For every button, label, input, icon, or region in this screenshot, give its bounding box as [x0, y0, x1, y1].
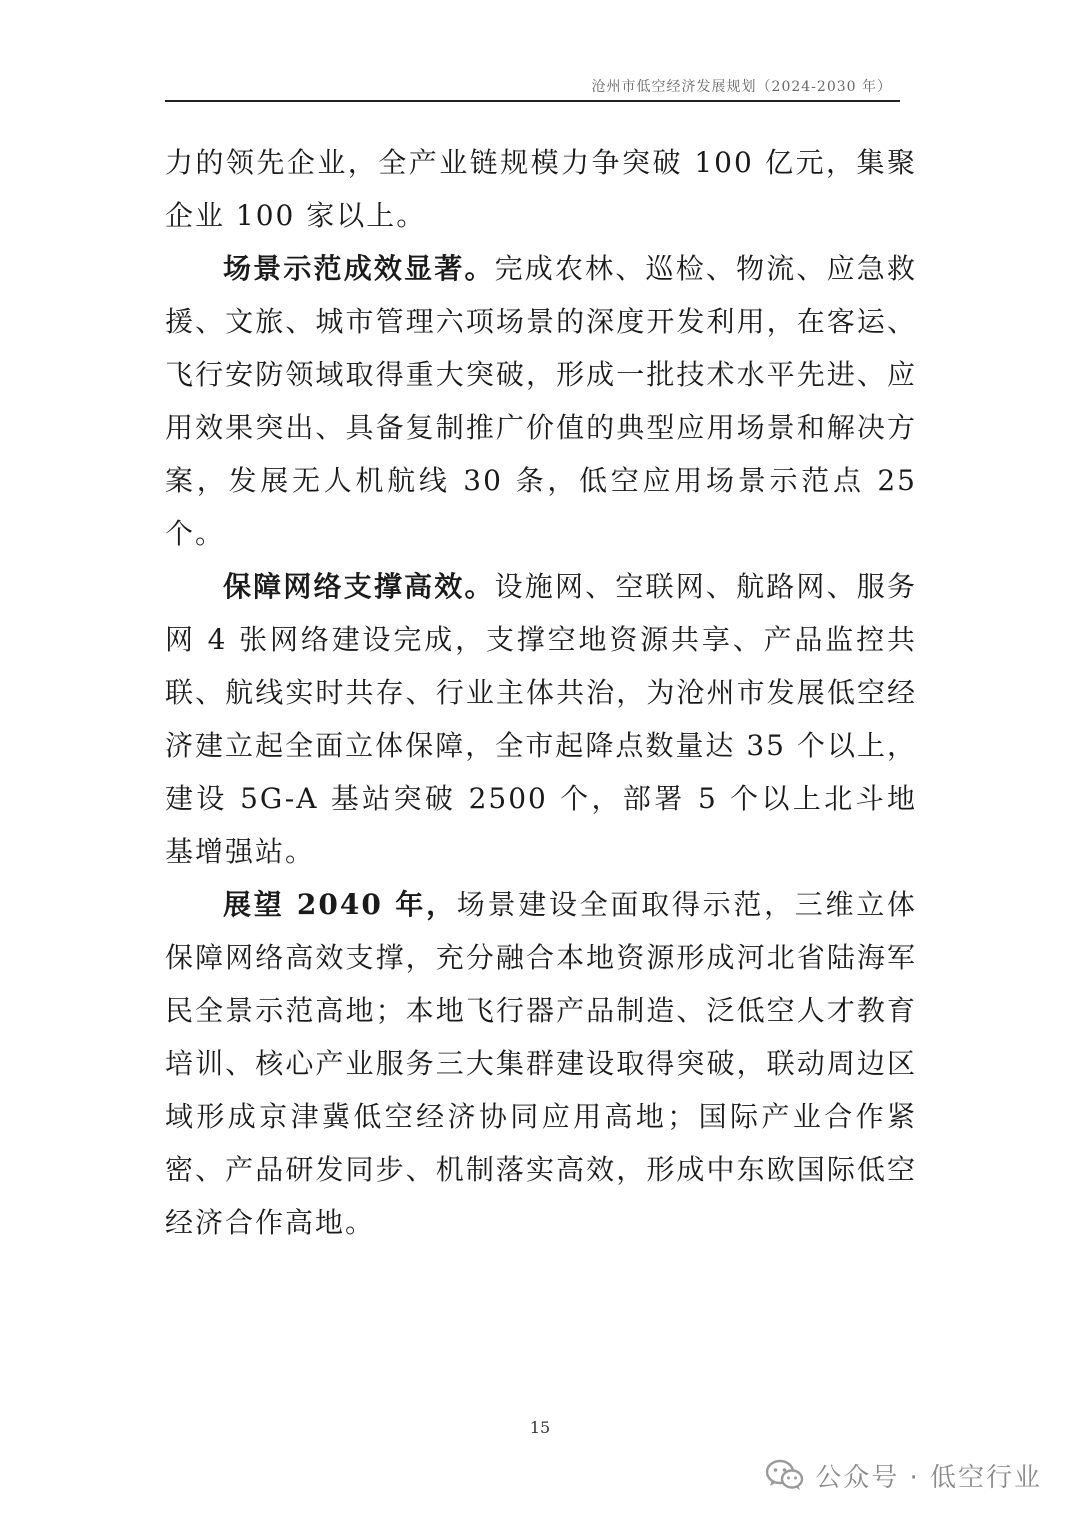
watermark-text: 公众号 · 低空行业	[815, 1462, 1042, 1493]
watermark	[765, 1455, 1042, 1495]
paragraph-network-support	[165, 560, 917, 878]
paragraph-text: 设施网、空联网、航路网、服务网 4 张网络建设完成，支撑空地资源共享、产品监控共联、航线实时共存、行业主体共治，为沧州市发展低空经济建立起全面立体保障，全市起降点数量达 35 个以上，建设 5G-A 基站突破 2500 个，部署 5 个以上北斗地基增强站。	[165, 570, 917, 868]
body-text	[165, 136, 917, 1249]
paragraph-text: 力的领先企业，全产业链规模力争突破 100 亿元，集聚企业 100 家以上。	[165, 146, 917, 232]
wechat-icon	[765, 1458, 805, 1492]
paragraph-lead: 保障网络支撑高效。	[223, 570, 495, 603]
paragraph-scenario-demonstration	[165, 242, 917, 560]
paragraph-lead: 展望 2040 年，	[223, 888, 457, 921]
paragraph-lead: 场景示范成效显著。	[223, 252, 495, 285]
page-number: 15	[529, 1418, 551, 1437]
paragraph-continuation	[165, 136, 917, 242]
paragraph-text: 场景建设全面取得示范，三维立体保障网络高效支撑，充分融合本地资源形成河北省陆海军民全景示范高地；本地飞行器产品制造、泛低空人才教育培训、核心产业服务三大集群建设取得突破，联动周边区域形成京津冀低空经济协同应用高地；国际产业合作紧密、产品研发同步、机制落实高效，形成中东欧国际低空经济合作高地。	[165, 888, 917, 1239]
page-header	[165, 74, 900, 102]
paragraph-outlook-2040	[165, 878, 917, 1249]
header-title: 沧州市低空经济发展规划（2024-2030 年）	[591, 79, 892, 95]
paragraph-text: 完成农林、巡检、物流、应急救援、文旅、城市管理六项场景的深度开发利用，在客运、飞行安防领域取得重大突破，形成一批技术水平先进、应用效果突出、具备复制推广价值的典型应用场景和解决方案，发展无人机航线 30 条，低空应用场景示范点 25 个。	[165, 252, 917, 550]
